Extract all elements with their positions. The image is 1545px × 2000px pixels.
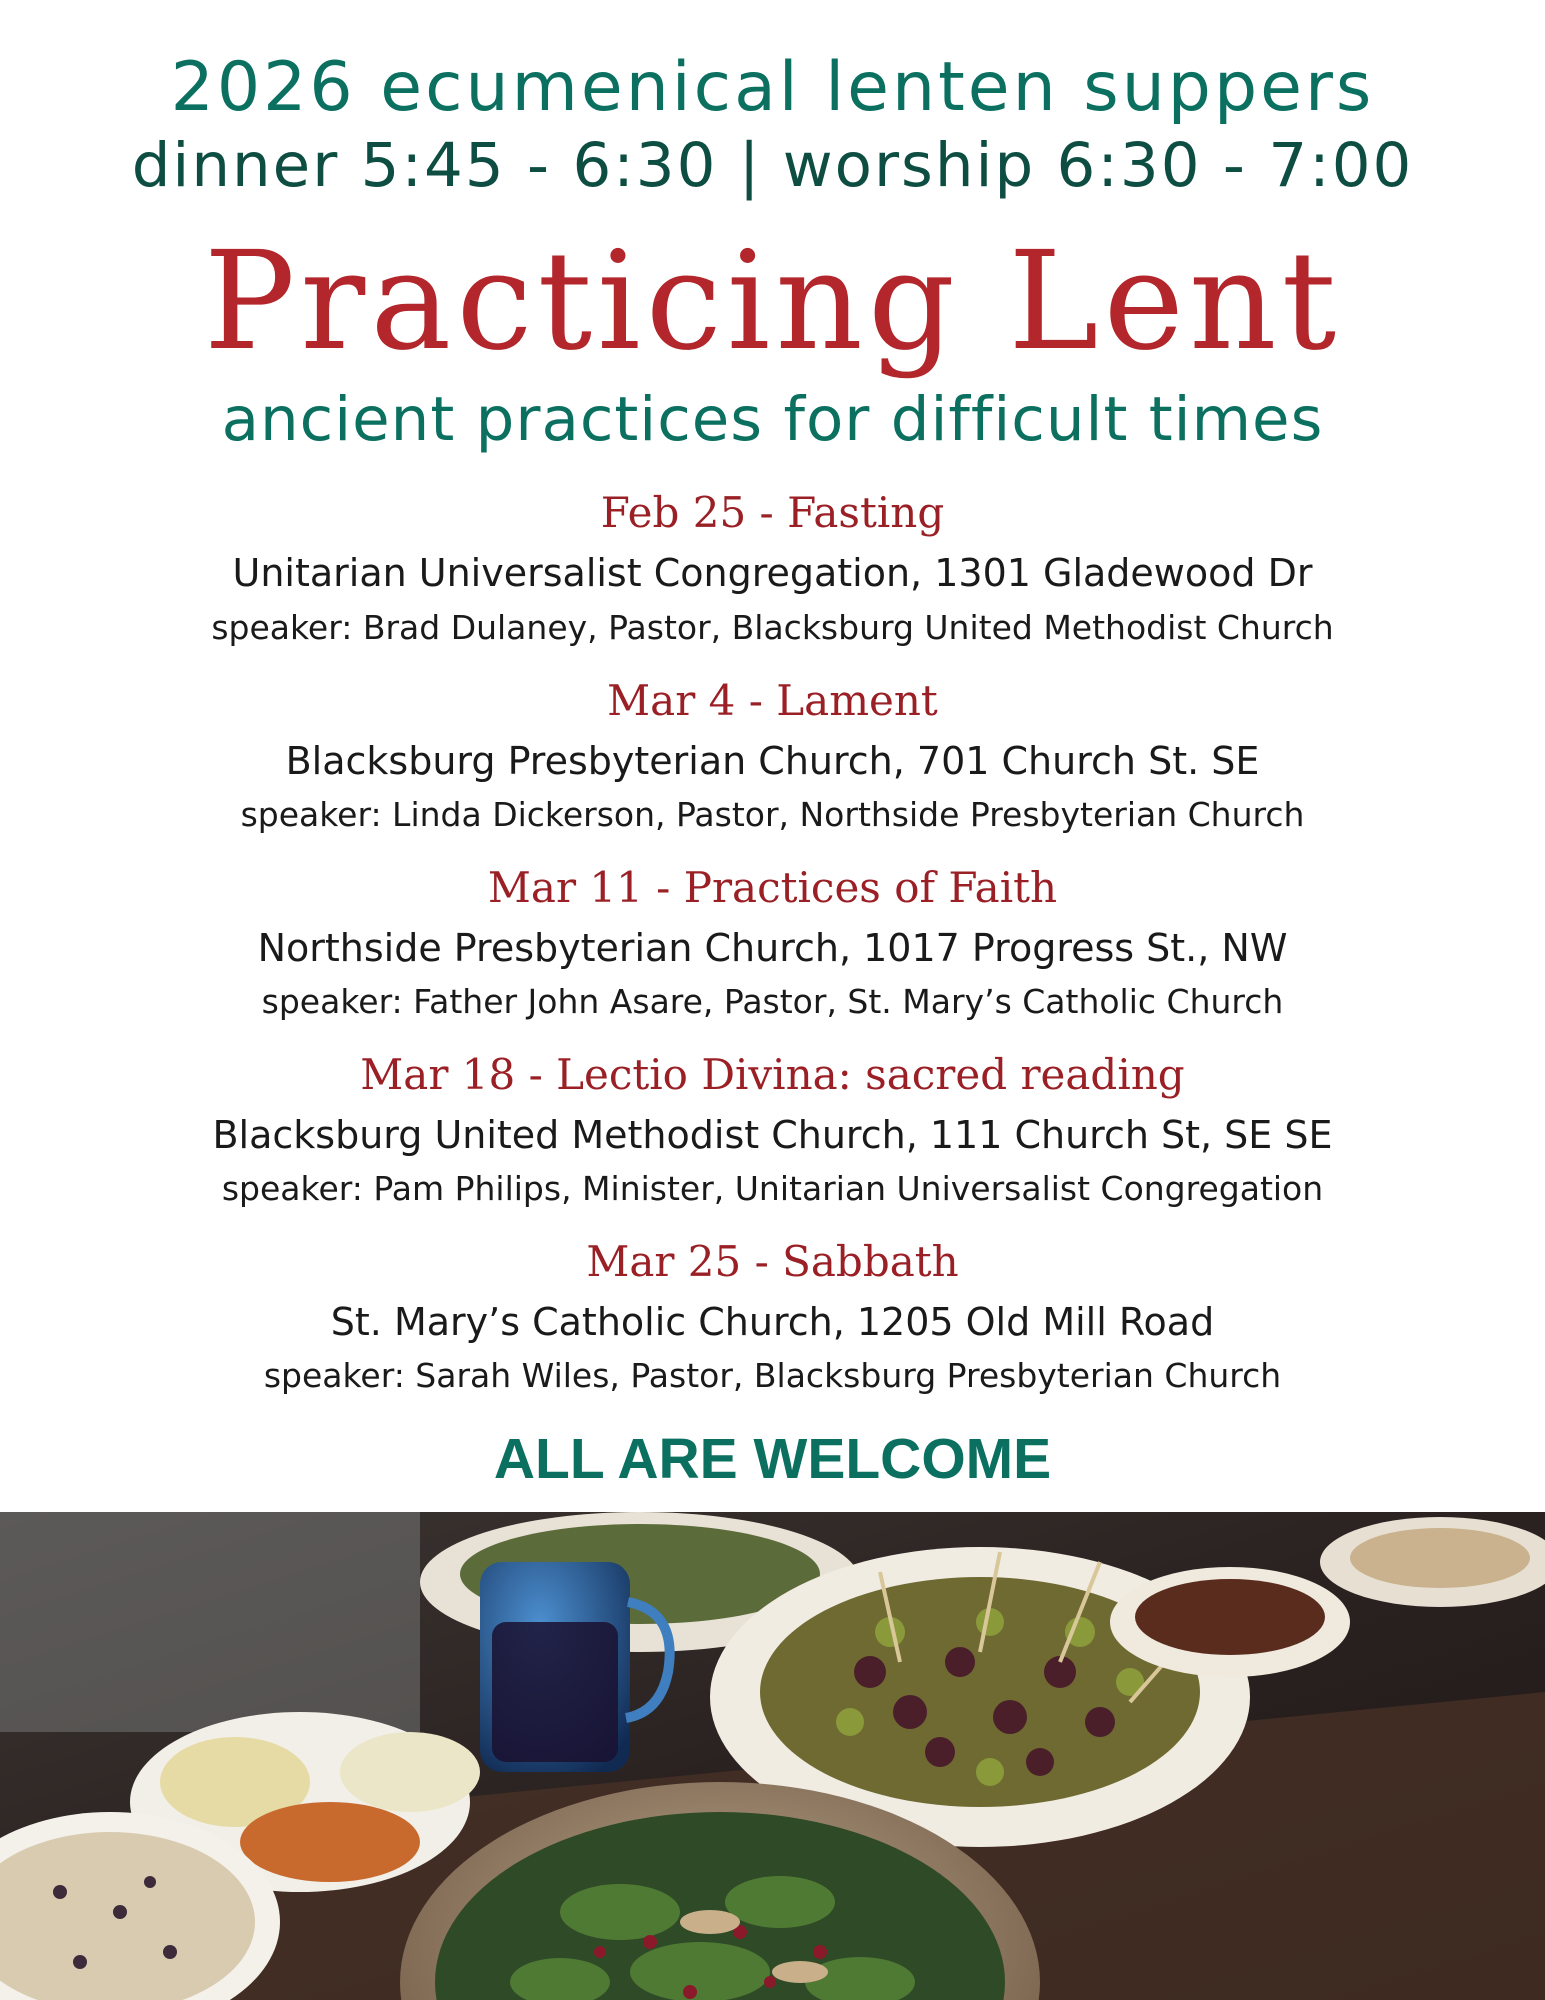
event-date: Mar 11 - Practices of Faith bbox=[487, 863, 1058, 912]
event-date: Mar 4 - Lament bbox=[607, 676, 938, 725]
flyer-title: Practicing Lent bbox=[203, 223, 1342, 381]
header-line-1: 2026 ecumenical lenten suppers bbox=[170, 48, 1375, 127]
event-date: Feb 25 - Fasting bbox=[600, 488, 945, 537]
event-speaker: speaker: Father John Asare, Pastor, St. Mary’s Catholic Church bbox=[261, 982, 1284, 1021]
event-speaker: speaker: Brad Dulaney, Pastor, Blacksburg United Methodist Church bbox=[211, 608, 1334, 647]
event-location: Unitarian Universalist Congregation, 1301 Gladewood Dr bbox=[232, 551, 1313, 595]
header-line-2: dinner 5:45 - 6:30 | worship 6:30 - 7:00 bbox=[131, 130, 1414, 201]
food-table-photo bbox=[0, 1512, 1545, 2000]
event-location: Blacksburg Presbyterian Church, 701 Church St. SE bbox=[285, 739, 1260, 783]
flyer-subtitle: ancient practices for difficult times bbox=[221, 384, 1324, 455]
event-location: Blacksburg United Methodist Church, 111 Church St, SE SE bbox=[212, 1113, 1333, 1157]
event-date: Mar 25 - Sabbath bbox=[586, 1237, 959, 1286]
event-location: Northside Presbyterian Church, 1017 Progress St., NW bbox=[257, 926, 1288, 970]
event-speaker: speaker: Pam Philips, Minister, Unitarian Universalist Congregation bbox=[221, 1169, 1324, 1208]
event-speaker: speaker: Linda Dickerson, Pastor, Northside Presbyterian Church bbox=[240, 795, 1305, 834]
welcome-message: ALL ARE WELCOME bbox=[493, 1427, 1052, 1491]
event-speaker: speaker: Sarah Wiles, Pastor, Blacksburg Presbyterian Church bbox=[263, 1356, 1282, 1395]
event-date: Mar 18 - Lectio Divina: sacred reading bbox=[360, 1050, 1185, 1099]
event-location: St. Mary’s Catholic Church, 1205 Old Mill Road bbox=[330, 1300, 1215, 1344]
